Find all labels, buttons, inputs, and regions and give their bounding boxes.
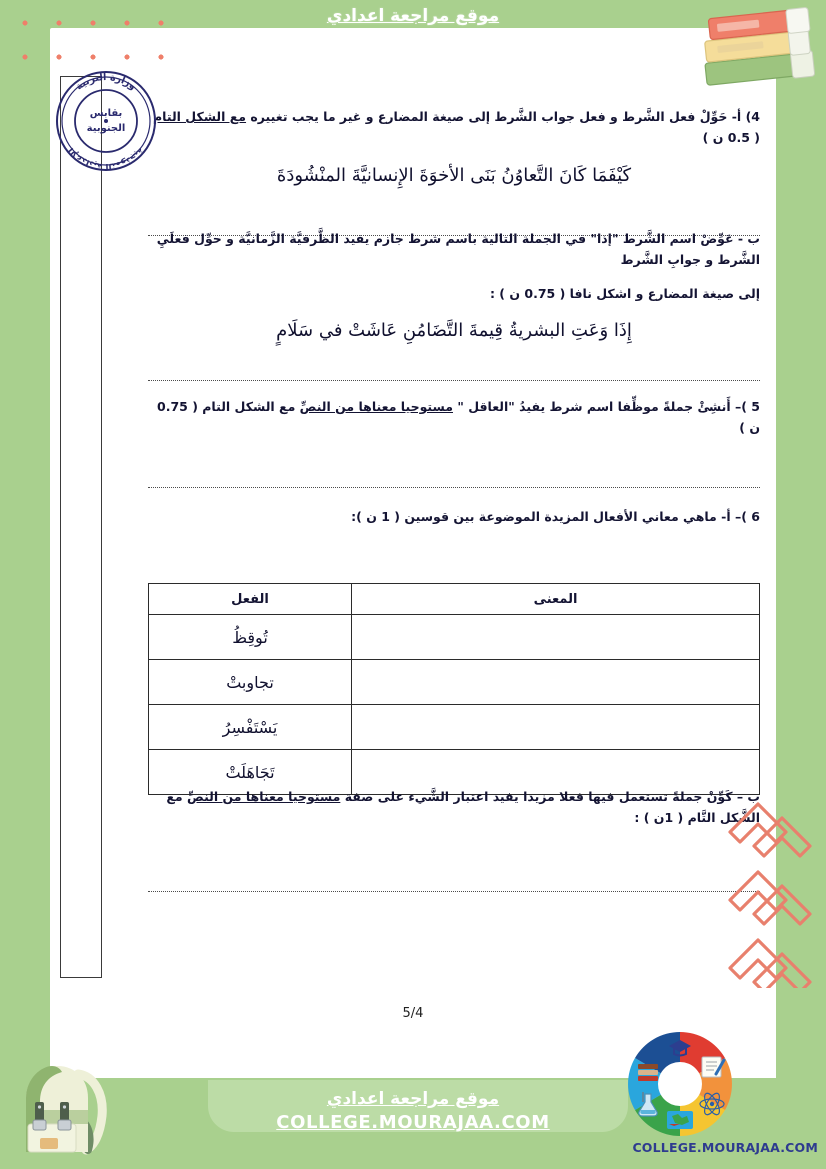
svg-text:الجنوبية: الجنوبية <box>86 123 126 134</box>
question-5-lead <box>148 396 760 439</box>
chevron-decoration <box>724 788 820 988</box>
education-wheel-icon <box>624 1028 736 1140</box>
exam-paper-sheet <box>50 28 776 1078</box>
svg-text:الإعدادية النموذجية: الإعدادية النموذجية <box>66 145 146 172</box>
cell-verb: تُوقِظُ <box>149 615 352 660</box>
q4a-text-underlined: مع الشكل التام <box>153 109 247 124</box>
table-row <box>149 615 760 660</box>
site-header-arabic: موقع مراجعة اعدادي <box>326 6 500 26</box>
q5-marks: مع الشكل التام ( 0.75 ن ) <box>157 399 760 436</box>
svg-text:بقابس: بقابس <box>89 108 123 119</box>
q6b-marks: مع الشَّكل التَّام ( 1ن ) : <box>166 789 760 826</box>
question-4b <box>148 228 760 381</box>
question-6a-lead: 6 )– أ- ماهي معاني الأفعال المزيدة الموضوعة بين قوسين ( 1 ن ): <box>351 509 760 524</box>
cell-verb: تجاوبتْ <box>149 660 352 705</box>
header-meaning: المعنى <box>352 584 760 615</box>
header-verb: الفعل <box>149 584 352 615</box>
question-4b-sentence: إِذَا وَعَتِ البشريةُ قِيمةَ التَّضَامُنِ عَاشَتْ في سَلَامٍ <box>276 319 632 341</box>
q6b-answer-line[interactable] <box>148 891 760 892</box>
q4a-marks: ( 0.5 ن ) <box>702 130 760 146</box>
q5-text-1: 5 )– أَنشِئْ جملةً موظِّفا اسم شرط يفيدُ "العاقل " <box>453 399 760 414</box>
page-number: 5/4 <box>402 1006 424 1021</box>
table-row <box>149 705 760 750</box>
q6b-text-1: ب – كَوِّنْ جملةً تستعمل فيها فعلا مزيدا يفيد اعتبار الشَّيء على صفة <box>340 789 760 804</box>
question-4a-sentence: كَيْفَمَا كَانَ التَّعاوُنُ بَنَى الأخوَةَ الإِنسانيَّةَ المنْشُودَةَ <box>276 164 632 186</box>
cell-meaning[interactable] <box>352 705 760 750</box>
svg-text:وزارة التربية: وزارة التربية <box>74 71 138 93</box>
question-5 <box>148 396 760 488</box>
footer-url: COLLEGE.MOURAJAA.COM <box>276 1112 550 1134</box>
verbs-table-wrapper <box>148 583 760 795</box>
page-margin-box <box>60 76 102 978</box>
backpack-icon <box>8 1058 116 1162</box>
book-stack-icon <box>690 4 822 100</box>
table-row <box>149 660 760 705</box>
ministry-stamp-icon <box>53 68 159 174</box>
corner-watermark-url: COLLEGE.MOURAJAA.COM <box>632 1140 818 1155</box>
question-6b <box>148 786 760 892</box>
question-4b-lead-1: ب - عَوِّضْ اسم الشَّرط "إذا" في الجملة التالية باسم شرط جازم يفيد الظَّرفيَّة الزَّمانيَّة و حوِّل فعلَيِ الشَّرط و جوابِ الشَّرط <box>156 231 760 268</box>
cell-verb: يَسْتَفْسِرُ <box>149 705 352 750</box>
question-6a <box>148 506 760 527</box>
cell-meaning[interactable] <box>352 615 760 660</box>
cell-verb: تَجَاهَلَتْ <box>149 750 352 795</box>
question-4a-lead <box>148 106 760 149</box>
q5-text-underlined: مستوحيا معناها من النصِّ <box>299 399 453 414</box>
cell-meaning[interactable] <box>352 660 760 705</box>
site-header-url: COLLEGE.MOURAJAA.COM <box>283 28 543 49</box>
q5-answer-line[interactable] <box>148 487 760 488</box>
verbs-meanings-table <box>148 583 760 795</box>
question-6b-lead <box>148 786 760 829</box>
q6b-text-underlined: مستوحيا معناها من النصِّ <box>187 789 341 804</box>
q4b-answer-line[interactable] <box>148 380 760 381</box>
table-header-row <box>149 584 760 615</box>
footer-arabic: موقع مراجعة اعدادي <box>326 1089 500 1109</box>
question-4a <box>148 106 760 236</box>
q4a-text-1: 4) أ- حَوِّلْ فعل الشَّرط و فعل جواب الشَّرط إلى صيغة المضارع و غير ما يجب تغييره <box>246 109 760 124</box>
question-4b-lead-2: إلى صيغة المضارع و اشكل نافا ( 0.75 ن ) : <box>489 285 760 301</box>
